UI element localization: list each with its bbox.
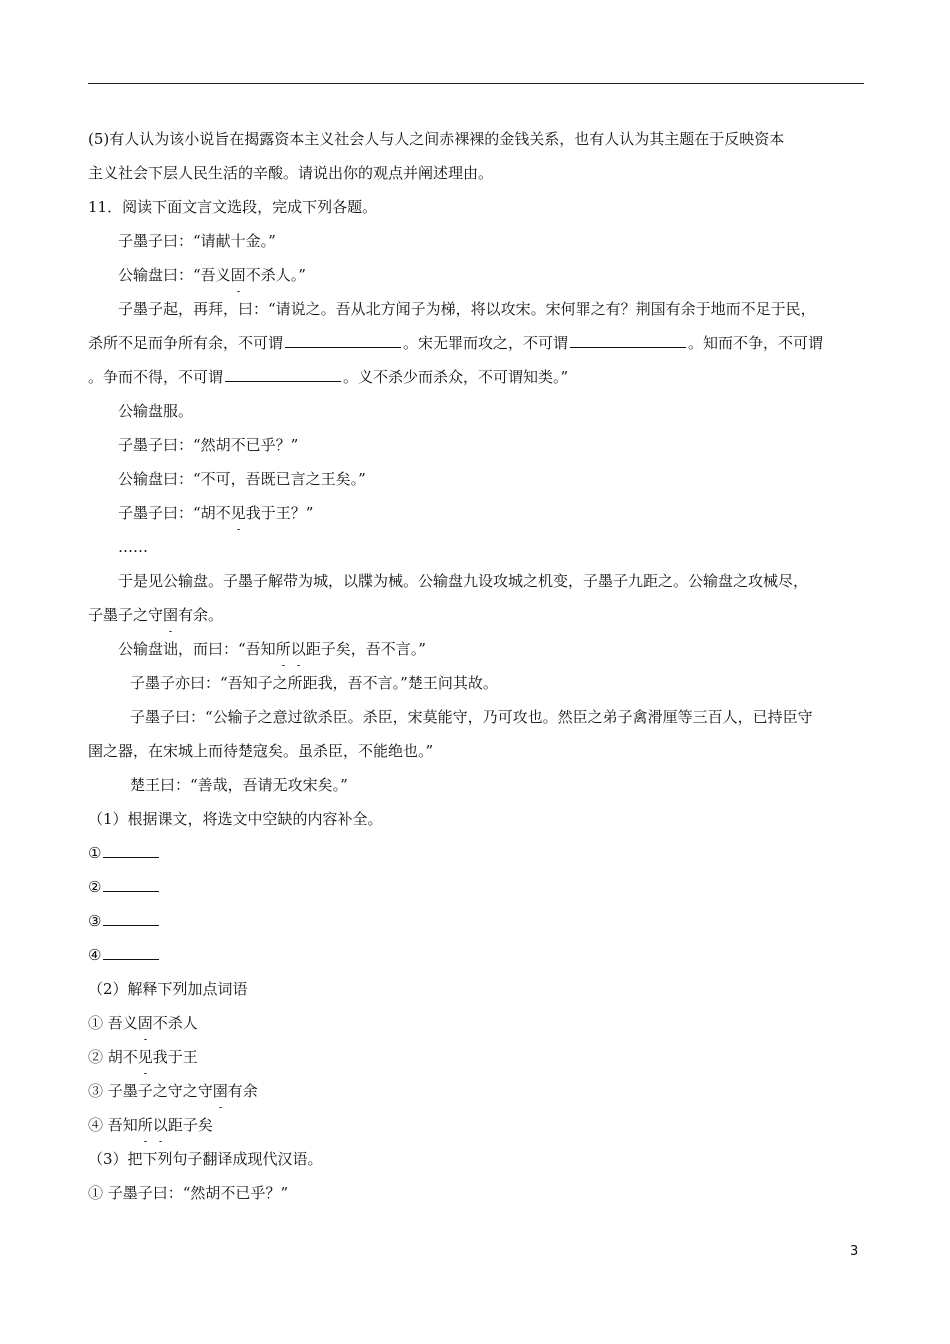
dotted-char: 以 xyxy=(291,632,306,666)
q5-line-2: 主义社会下层人民生活的辛酸。请说出你的观点并阐述理由。 xyxy=(88,164,494,182)
passage-para-12: 楚王曰：“善哉，吾请无攻宋矣。” xyxy=(130,776,348,794)
dotted-char: 见 xyxy=(231,496,246,530)
answer-blank xyxy=(103,941,159,960)
sub-question-3-title: （3）把下列句子翻译成现代汉语。 xyxy=(88,1150,323,1168)
document-body xyxy=(88,122,864,1210)
dotted-char: 圉 xyxy=(163,598,178,632)
passage-para-3-line-3: 。争而不得，不可谓 。义不杀少而杀众，不可谓知类。” xyxy=(88,360,864,394)
q11-title: 11．阅读下面文言文选段，完成下列各题。 xyxy=(88,198,378,216)
passage-para-7: 子墨子曰：“胡不见我于王？” xyxy=(88,496,864,530)
word-item-3: ③ 子墨子之守之守圉有余 xyxy=(88,1074,864,1108)
q5-line-1: (5)有人认为该小说旨在揭露资本主义社会人与人之间赤裸裸的金钱关系，也有人认为其主题在于反映资本 xyxy=(88,130,785,148)
page-number: 3 xyxy=(850,1244,859,1259)
passage-para-9: 公输盘诎，而曰：“吾知所以距子矣，吾不言。” xyxy=(88,632,864,666)
blank-3 xyxy=(225,363,341,382)
translate-item-1: ① 子墨子曰：“然胡不已乎？” xyxy=(88,1184,289,1202)
passage-para-11-line-1: 子墨子曰：“公输子之意过欲杀臣。杀臣，宋莫能守，乃可攻也。然臣之弟子禽滑厘等三百人，已持臣守 xyxy=(130,708,813,726)
dotted-char: 固 xyxy=(231,258,246,292)
answer-line-2: ② xyxy=(88,870,864,904)
answer-blank xyxy=(103,839,159,858)
answer-line-1: ① xyxy=(88,836,864,870)
passage-para-5: 子墨子曰：“然胡不已乎？” xyxy=(118,436,299,454)
header-rule xyxy=(88,83,864,84)
passage-ellipsis: …… xyxy=(118,538,148,556)
blank-1 xyxy=(285,329,401,348)
answer-blank xyxy=(103,873,159,892)
word-item-2: ② 胡不见我于王 xyxy=(88,1040,864,1074)
passage-para-4: 公输盘服。 xyxy=(118,402,194,420)
word-item-1: ① 吾义固不杀人 xyxy=(88,1006,864,1040)
answer-line-4: ④ xyxy=(88,938,864,972)
answer-line-3: ③ xyxy=(88,904,864,938)
word-item-4: ④ 吾知所以距子矣 xyxy=(88,1108,864,1142)
dotted-char: 所 xyxy=(138,1108,153,1142)
blank-2 xyxy=(570,329,686,348)
dotted-char: 圉 xyxy=(213,1074,228,1108)
dotted-char: 以 xyxy=(153,1108,168,1142)
passage-para-3-line-1: 子墨子起，再拜，曰：“请说之。吾从北方闻子为梯，将以攻宋。宋何罪之有？荆国有余于地而不足于民， xyxy=(118,300,816,318)
sub-question-2-title: （2）解释下列加点词语 xyxy=(88,980,248,998)
sub-question-1-title: （1）根据课文，将选文中空缺的内容补全。 xyxy=(88,810,383,828)
passage-para-1: 子墨子曰：“请献十金。” xyxy=(118,232,276,250)
passage-para-3-line-2: 杀所不足而争所有余，不可谓 。宋无罪而攻之，不可谓 。知而不争，不可谓 xyxy=(88,326,864,360)
passage-para-11-line-2: 圉之器，在宋城上而待楚寇矣。虽杀臣，不能绝也。” xyxy=(88,742,434,760)
dotted-char: 固 xyxy=(138,1006,153,1040)
answer-blank xyxy=(103,907,159,926)
passage-para-2: 公输盘曰：“吾义固不杀人。” xyxy=(88,258,864,292)
passage-para-6: 公输盘曰：“不可，吾既已言之王矣。” xyxy=(118,470,366,488)
dotted-char: 所 xyxy=(276,632,291,666)
passage-para-8-line-1: 于是见公输盘。子墨子解带为城，以牒为械。公输盘九设攻城之机变，子墨子九距之。公输盘之攻械尽， xyxy=(118,572,809,590)
passage-para-10: 子墨子亦曰：“吾知子之所距我，吾不言。”楚王问其故。 xyxy=(130,674,498,692)
dotted-char: 见 xyxy=(138,1040,153,1074)
passage-para-8-line-2: 子墨子之守圉有余。 xyxy=(88,598,864,632)
